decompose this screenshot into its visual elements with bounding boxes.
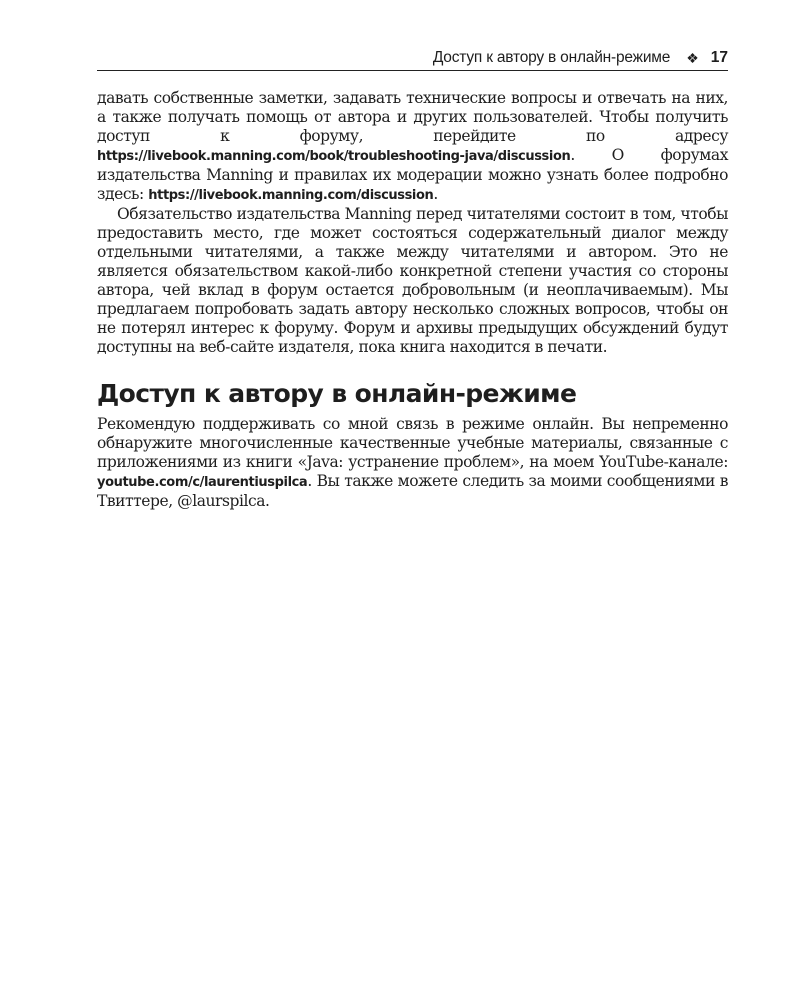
paragraph-online-contact: [97, 415, 728, 511]
text: . Вы также можете следить за моими сообщениями в Твиттере, @laurspilca.: [97, 472, 728, 510]
text: . О форумах издательства Manning и правилах их модерации можно узнать более подробно здесь:: [97, 146, 728, 203]
text: .: [433, 185, 438, 203]
discussion-url-link[interactable]: https://livebook.manning.com/discussion: [148, 188, 434, 203]
paragraph-forum-access: [97, 89, 728, 205]
page-header: [97, 48, 728, 71]
youtube-url-link[interactable]: youtube.com/c/laurentiuspilca: [97, 475, 308, 490]
ornament-separator: ❖: [686, 49, 699, 66]
page-number: 17: [710, 49, 728, 66]
page-body: [97, 89, 728, 511]
section-heading: Доступ к автору в онлайн-режиме: [97, 379, 577, 408]
text: Рекомендую поддерживать со мной связь в режиме онлайн. Вы непременно обнаружите многочисленные качественные учебные материалы, связанные с приложениями из книги «Java: устранение проблем», на моем YouTube-канале:: [97, 415, 728, 471]
paragraph-manning-commitment: Обязательство издательства Manning перед читателями состоит в том, чтобы предоставить место, где может состояться содержательный диалог между отдельными читателями, а также между читателями и автором. Это не является обязательством какой-либо конкретной степени участия со стороны автора, чей вклад в форум остается добровольным (и неоплачиваемым). Мы предлагаем попробовать задать автору несколько сложных вопросов, чтобы он не потерял интерес к форуму. Форум и архивы предыдущих обсуждений будут доступны на веб-сайте издателя, пока книга находится в печати.: [97, 205, 728, 356]
running-title: Доступ к автору в онлайн-режиме: [432, 49, 671, 66]
text: давать собственные заметки, задавать технические вопросы и отвечать на них, а также получать помощь от автора и других пользователей. Чтобы получить доступ к форуму, перейдите по адресу: [97, 89, 728, 145]
forum-url-link[interactable]: https://livebook.manning.com/book/troubleshooting-java/discussion: [97, 149, 571, 164]
